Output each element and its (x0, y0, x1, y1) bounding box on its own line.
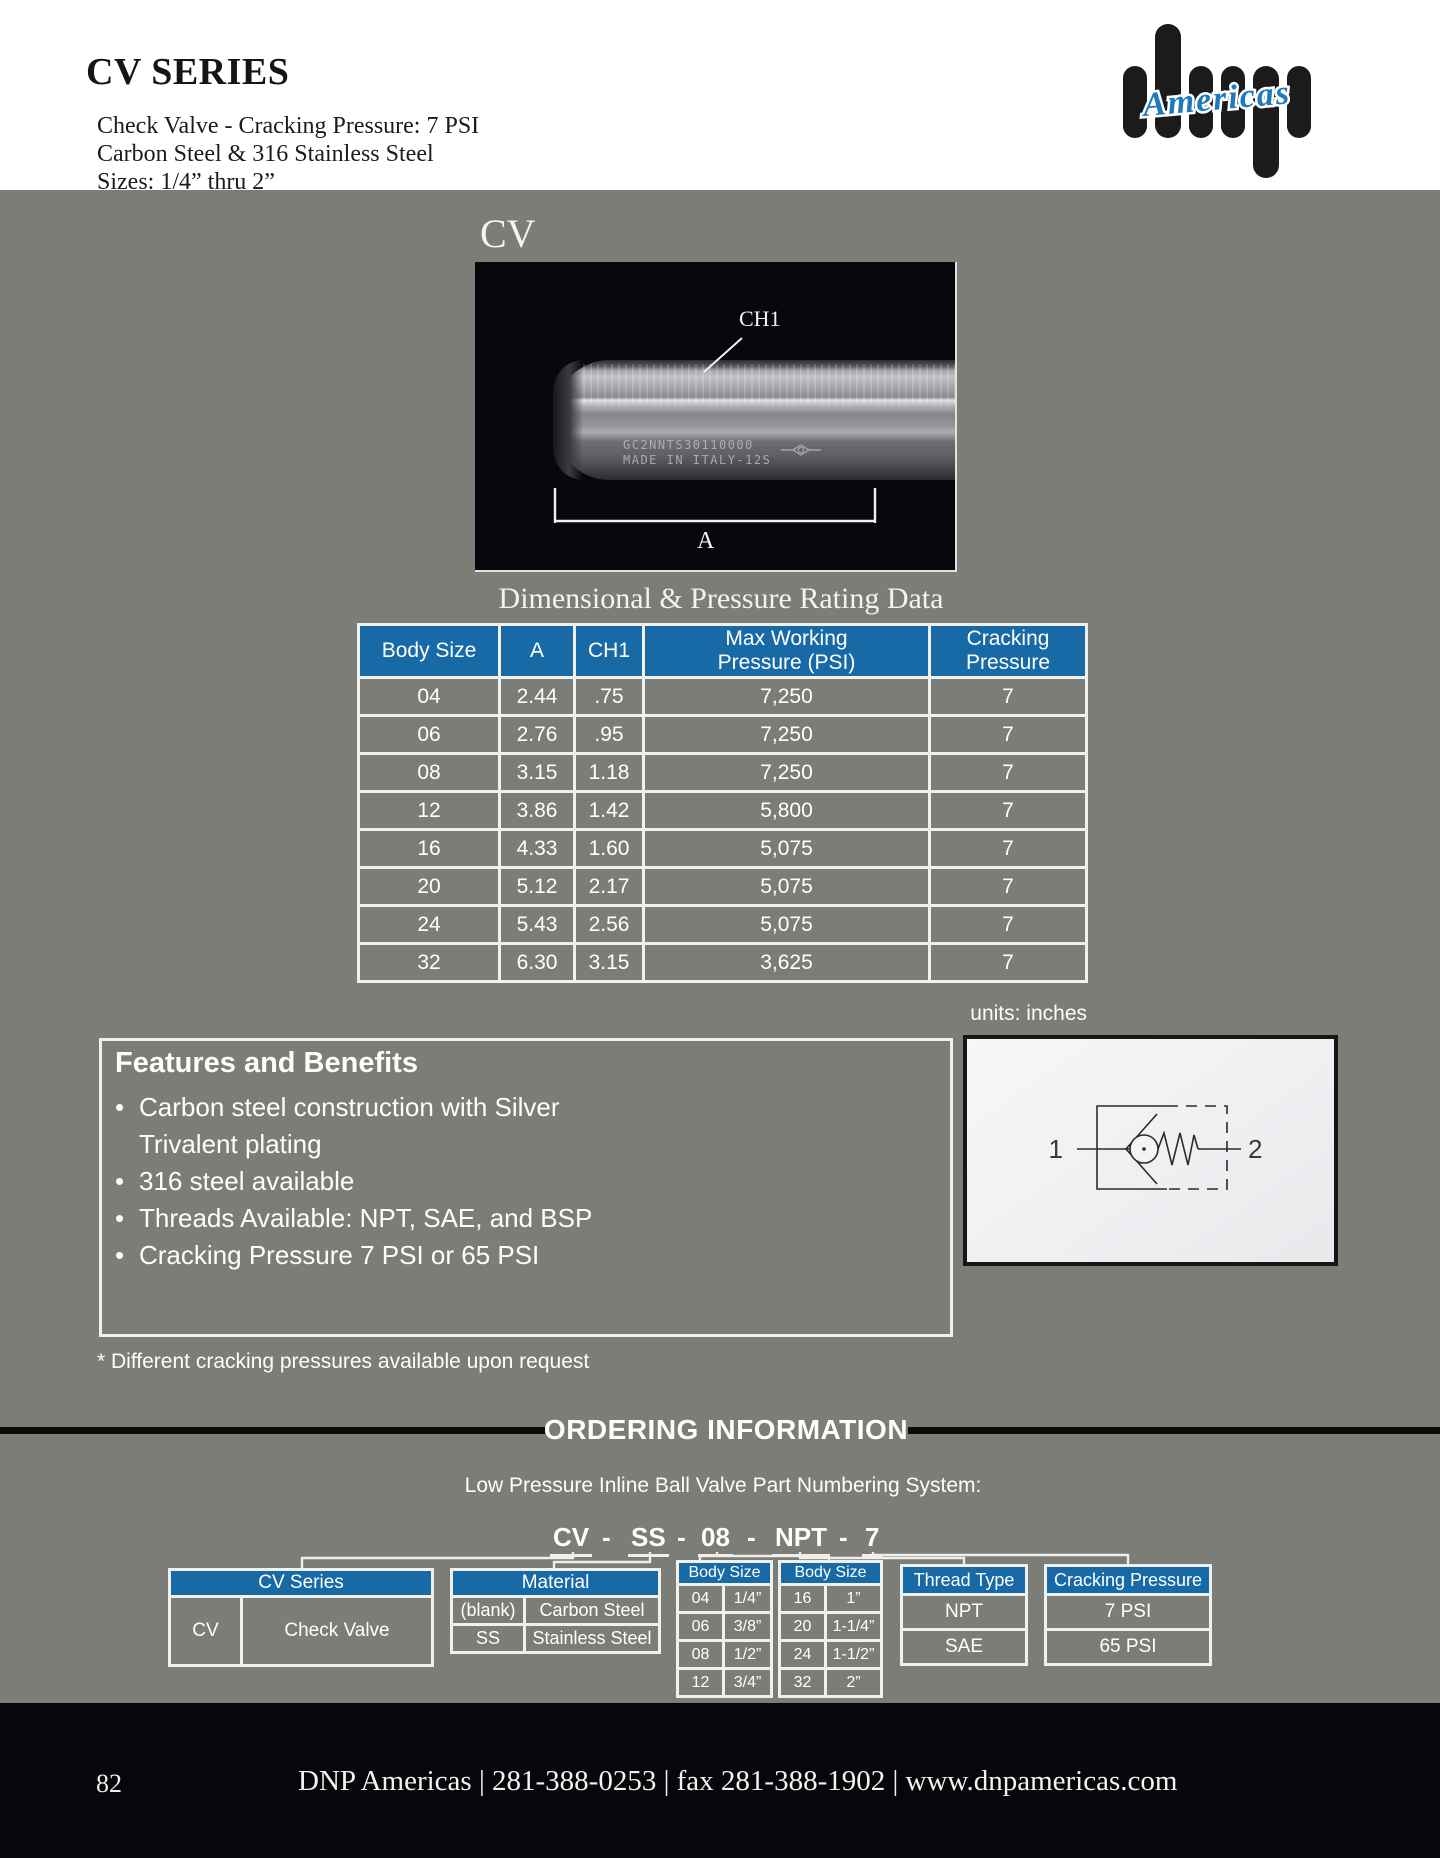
table-row: 16 1” (780, 1585, 882, 1613)
table-row: 06 2.76 .95 7,250 7 (359, 716, 1087, 754)
material-table (450, 1568, 661, 1654)
table-header-cell: A (500, 625, 575, 678)
feature-item: • 316 steel available (115, 1163, 651, 1200)
features-list (115, 1089, 651, 1274)
table-row: 32 2” (780, 1669, 882, 1697)
photo-annotations (475, 262, 955, 570)
table-row: 20 5.12 2.17 5,075 7 (359, 868, 1087, 906)
page-number: 82 (96, 1769, 122, 1798)
bullet-marker: • (115, 1092, 125, 1122)
body-size-table-2 (778, 1560, 883, 1698)
table-row: 65 PSI (1046, 1630, 1211, 1665)
feature-item: • Carbon steel construction with Silver Trivalent plating (115, 1089, 651, 1163)
table-row: NPT (902, 1595, 1027, 1630)
ordering-subtitle: Low Pressure Inline Ball Valve Part Numbering System: (464, 1474, 982, 1497)
dimension-bracket (555, 488, 875, 523)
table-row: 32 6.30 3.15 3,625 7 (359, 944, 1087, 982)
dimensional-table-title: Dimensional & Pressure Rating Data (498, 582, 944, 615)
cv-series-header: CV Series (170, 1570, 433, 1597)
table-row: 20 1-1/4” (780, 1613, 882, 1641)
table-row: 04 2.44 .75 7,250 7 (359, 678, 1087, 716)
table-row: 06 3/8” (678, 1613, 772, 1641)
page-title: CV SERIES (86, 51, 290, 93)
ch1-callout-label: CH1 (739, 306, 781, 331)
table-row: 12 3/4” (678, 1669, 772, 1697)
part-segment-series: CV (550, 1522, 592, 1557)
table-row: 08 1/2” (678, 1641, 772, 1669)
dimension-label: A (697, 528, 715, 554)
part-segment-thread: NPT (772, 1522, 830, 1557)
part-separator: - (677, 1522, 686, 1552)
bullet-marker: • (115, 1166, 125, 1196)
cracking-pressure-table (1044, 1564, 1212, 1666)
body-size-table-1 (676, 1560, 773, 1698)
table-row: 24 5.43 2.56 5,075 7 (359, 906, 1087, 944)
table-header-row (359, 625, 1087, 678)
table-row: 04 1/4” (678, 1585, 772, 1613)
body-size-2-header: Body Size (780, 1562, 882, 1585)
dimensional-table (357, 623, 1088, 983)
table-row: SAE (902, 1630, 1027, 1665)
part-separator: - (839, 1522, 848, 1552)
units-note: units: inches (970, 1002, 1087, 1025)
table-header-cell: Max Working Pressure (PSI) (644, 625, 930, 678)
table-header-cell: CH1 (575, 625, 644, 678)
dnp-logo (1118, 14, 1340, 186)
part-separator: - (602, 1522, 611, 1552)
ordering-title: ORDERING INFORMATION (543, 1414, 909, 1445)
page-header (0, 0, 1440, 195)
table-row: 12 3.86 1.42 5,800 7 (359, 792, 1087, 830)
page-footer (0, 1703, 1440, 1858)
table-row: 16 4.33 1.60 5,075 7 (359, 830, 1087, 868)
part-segment-pressure: 7 (862, 1522, 882, 1557)
cracking-pressure-header: Cracking Pressure (1046, 1566, 1211, 1595)
table-row: CV Check Valve (170, 1597, 433, 1666)
port-label-2: 2 (1248, 1134, 1263, 1164)
subtitle-line: Sizes: 1/4” thru 2” (97, 169, 275, 195)
subtitle-line: Check Valve - Cracking Pressure: 7 PSI (97, 113, 480, 139)
table-row: 24 1-1/2” (780, 1641, 882, 1669)
features-footnote: * Different cracking pressures available upon request (97, 1350, 590, 1373)
check-valve-symbol (967, 1039, 1334, 1262)
schematic-box (963, 1035, 1338, 1266)
part-separator: - (747, 1522, 756, 1552)
thread-type-header: Thread Type (902, 1566, 1027, 1595)
features-box (99, 1038, 953, 1337)
feature-item: • Threads Available: NPT, SAE, and BSP (115, 1200, 651, 1237)
features-title: Features and Benefits (115, 1047, 418, 1079)
bullet-marker: • (115, 1240, 125, 1270)
table-header-cell: Cracking Pressure (930, 625, 1087, 678)
table-row: 08 3.15 1.18 7,250 7 (359, 754, 1087, 792)
photo-label: CV (480, 211, 536, 256)
product-photo (475, 262, 957, 572)
table-row: SS Stainless Steel (452, 1625, 660, 1653)
subtitle-line: Carbon Steel & 316 Stainless Steel (97, 141, 434, 167)
footer-contact: DNP Americas | 281-388-0253 | fax 281-388-1902 | www.dnpamericas.com (298, 1765, 1178, 1797)
table-header-cell: Body Size (359, 625, 500, 678)
ch1-callout-line (704, 338, 742, 372)
table-row: 7 PSI (1046, 1595, 1211, 1630)
page-subtitle (97, 112, 479, 196)
logo-script: Americas (1141, 74, 1293, 124)
part-segment-material: SS (628, 1522, 669, 1557)
cv-series-table (168, 1568, 434, 1667)
valve-engraving: GC2NNTS30110000 MADE IN ITALY-12S (623, 438, 772, 467)
port-label-1: 1 (1048, 1134, 1063, 1164)
part-segment-size: 08 (698, 1522, 733, 1557)
table-row: (blank) Carbon Steel (452, 1597, 660, 1625)
material-header: Material (452, 1570, 660, 1597)
body-size-1-header: Body Size (678, 1562, 772, 1585)
thread-type-table (900, 1564, 1028, 1666)
feature-item: • Cracking Pressure 7 PSI or 65 PSI (115, 1237, 651, 1274)
bullet-marker: • (115, 1203, 125, 1233)
